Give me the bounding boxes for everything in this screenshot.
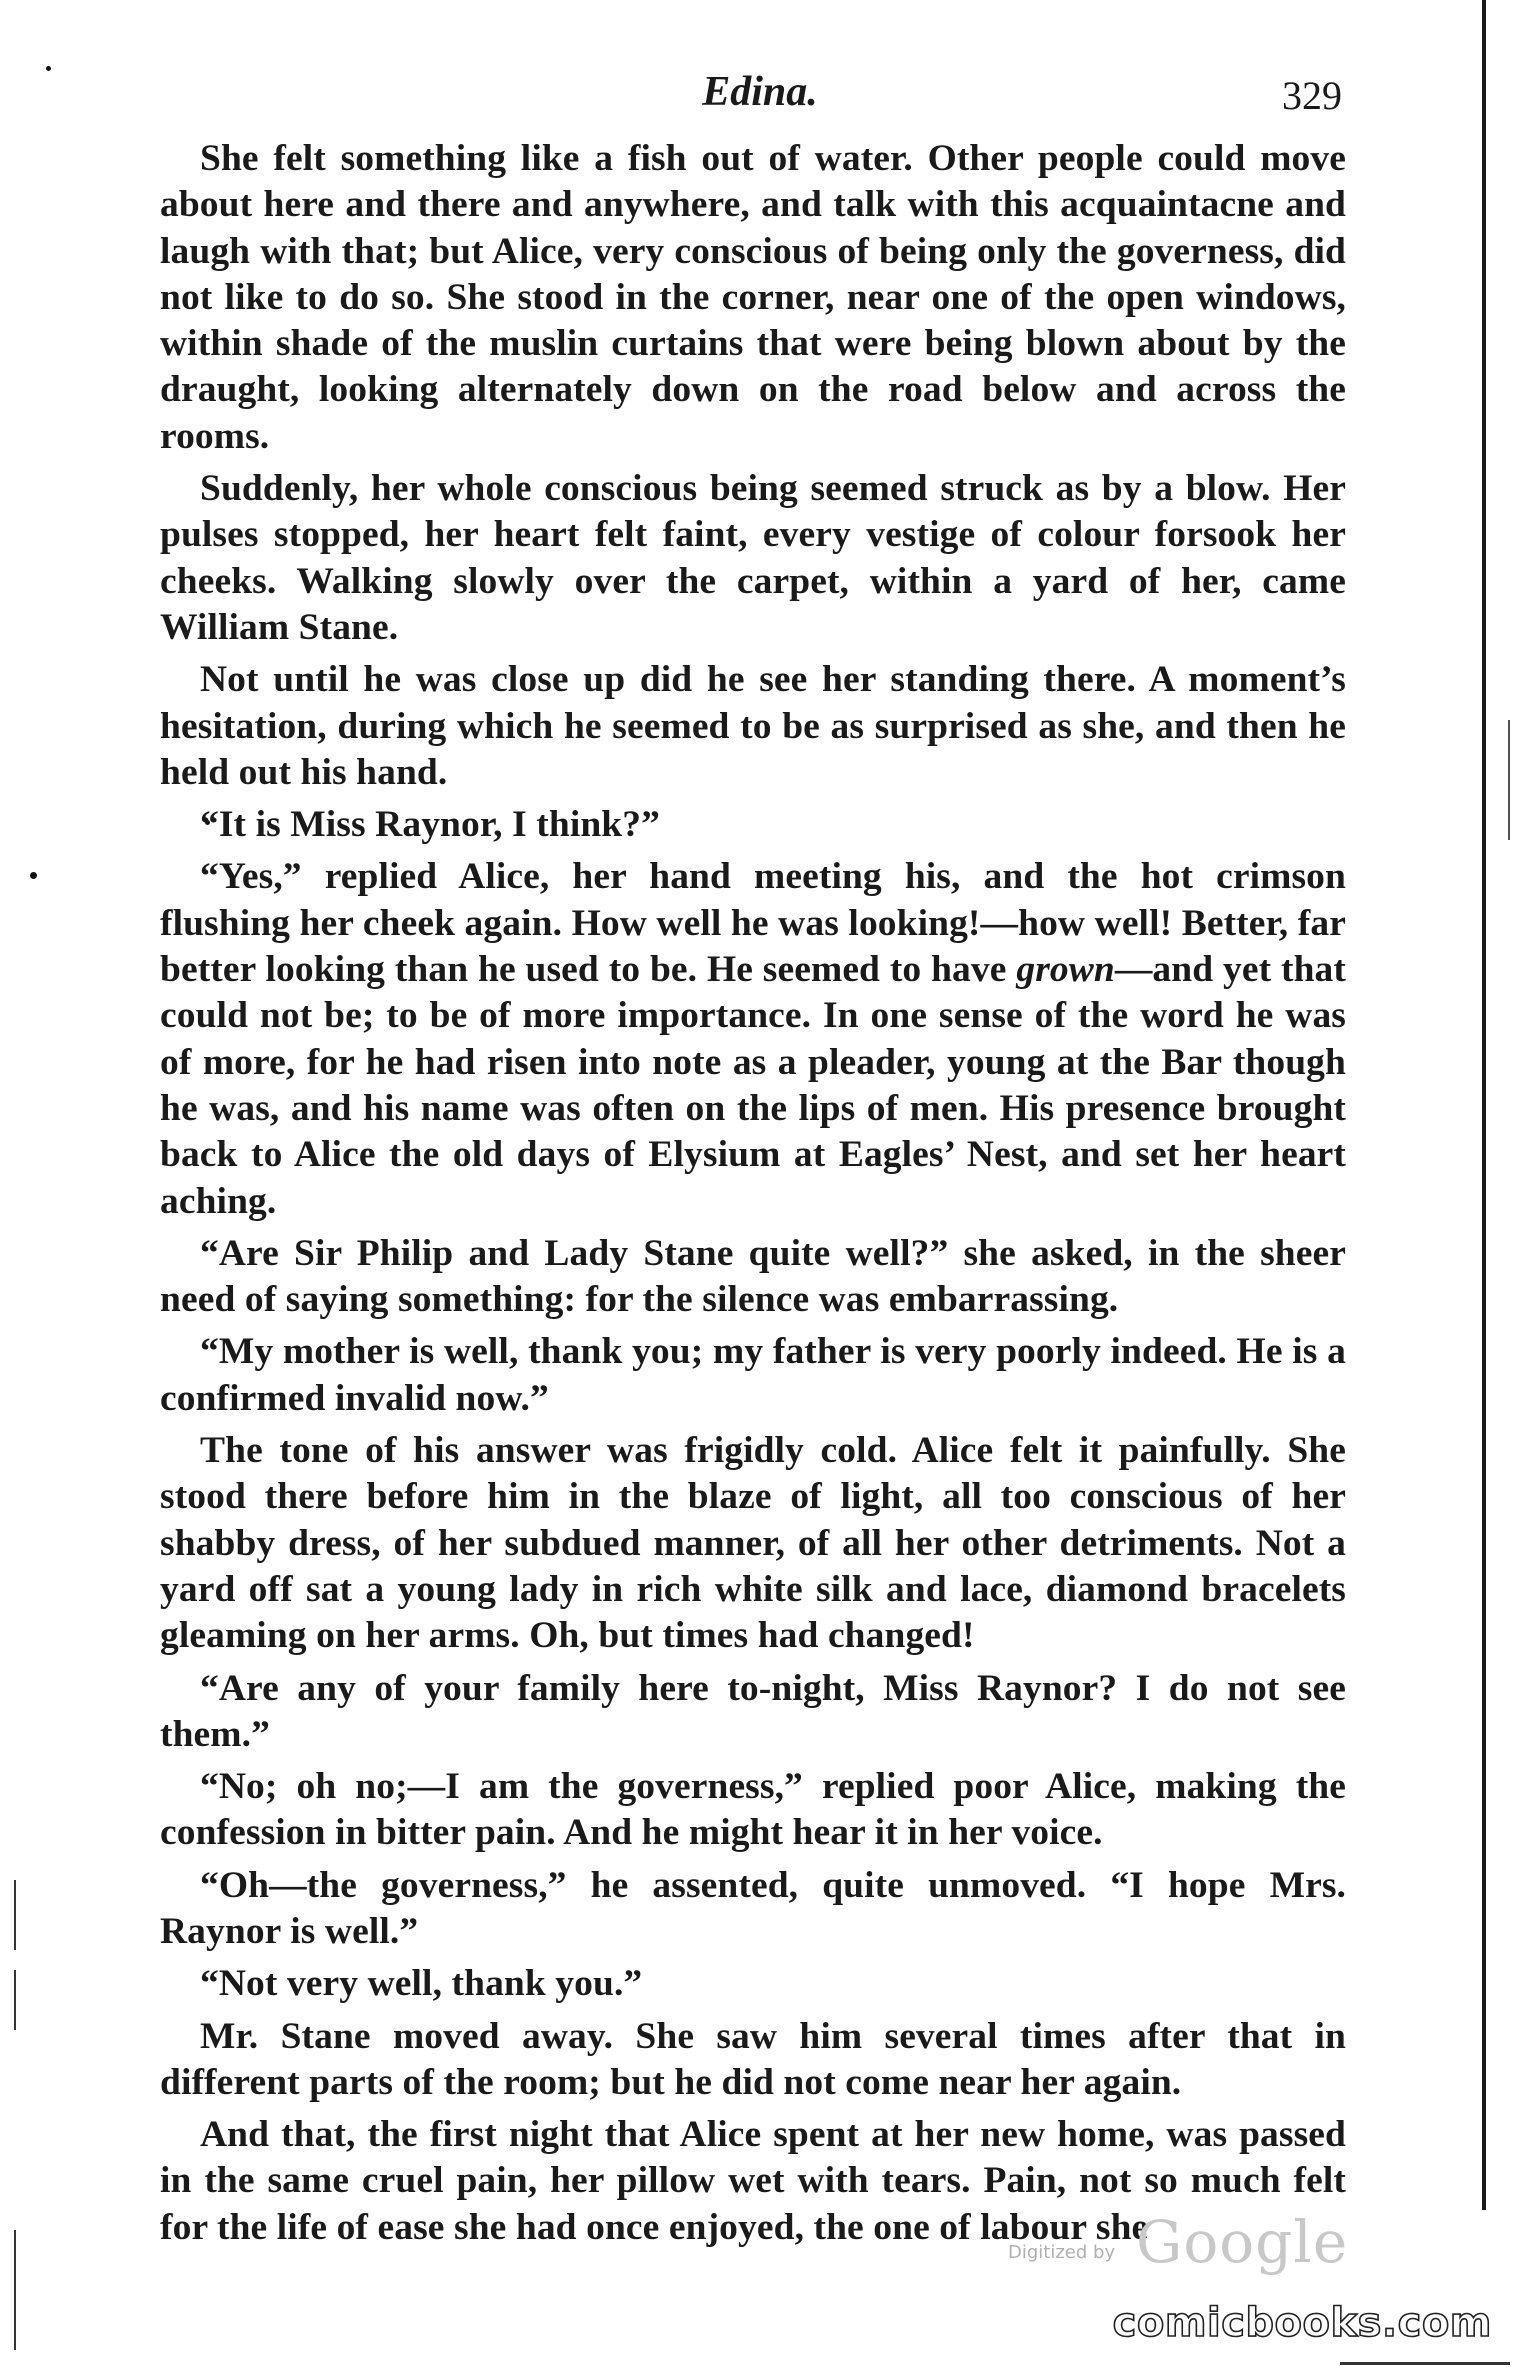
paragraph: “Are any of your family here to-night, Miss Raynor? I do not see them.” [160,1667,1346,1755]
site-watermark: comicbooks.com [1112,2300,1492,2346]
paragraph-text: “Yes,” replied Alice, her hand meeting his, and the hot crimson flushing her cheek again. How well he was looking!—how well! Better, far better looking than he used to be. He seemed to have [160,856,1346,991]
page-header [160,64,1360,124]
left-margin-mark [14,1880,16,1950]
paragraph: “Not very well, thank you.” [200,1963,643,2005]
left-margin-mark [14,2230,16,2350]
digitized-by-label: Digitized by [1008,2242,1116,2263]
google-watermark [1008,2208,1368,2276]
page-edge-mark [1508,720,1510,840]
paragraph [160,854,1346,1224]
paragraph: And that, the first night that Alice spent at her new home, was passed in the same cruel pain, her pillow wet with tears. Pain, not so much felt for the life of ease she had once enjoyed, the one of labour she [160,2114,1346,2248]
paragraph: “It is Miss Raynor, I think?” [200,804,660,846]
page-number: 329 [1282,73,1342,118]
google-logo: Google [1136,2208,1349,2276]
emphasis-grown: grown [1016,949,1115,991]
paragraph: Suddenly, her whole conscious being seemed struck as by a blow. Her pulses stopped, her heart felt faint, every vestige of colour forsook her cheeks. Walking slowly over the carpet, within a yard of her, came William Stane. [160,468,1346,648]
speck [46,66,51,71]
paragraph: “No; oh no;—I am the governess,” replied poor Alice, making the confession in bitter pain. And he might hear it in her voice. [160,1766,1346,1854]
paragraph: She felt something like a fish out of water. Other people could move about here and there and anywhere, and talk with this acquaintacne and laugh with that; but Alice, very conscious of being only the governess, did not like to do so. She stood in the corner, near one of the open windows, within shade of the muslin curtains that were being blown about by the draught, looking alternately down on the road below and across the rooms. [160,138,1346,457]
bottom-rule [1340,2362,1510,2365]
paragraph: “Are Sir Philip and Lady Stane quite well?” she asked, in the sheer need of saying something: for the silence was embarrassing. [160,1232,1346,1321]
left-margin-mark [14,1970,16,2030]
running-title: Edina. [702,69,818,115]
paragraph-text: —and yet that could not be; to be of more importance. In one sense of the word he was of more, for he had risen into note as a pleader, young at the Bar though he was, and his name was often on the lips of men. His presence brought back to Alice the old days of Elysium at Eagles’ Nest, and set her heart aching. [160,949,1346,1222]
paragraph: “My mother is well, thank you; my father is very poorly indeed. He is a confirmed invalid now.” [160,1331,1346,1419]
paragraph: The tone of his answer was frigidly cold. Alice felt it painfully. She stood there before him in the blaze of light, all too conscious of her shabby dress, of her subdued manner, of all her other detriments. Not a yard off sat a young lady in rich white silk and lace, diamond bracelets gleaming on her arms. Oh, but times had changed! [160,1430,1346,1657]
paragraph: Not until he was close up did he see her standing there. A moment’s hesitation, during which he seemed to be as surprised as she, and then he held out his hand. [160,659,1346,793]
page-edge-line [1482,0,1486,2210]
paragraph: “Oh—the governess,” he assented, quite unmoved. “I hope Mrs. Raynor is well.” [160,1864,1346,1952]
body-text [160,136,1346,2251]
paragraph: Mr. Stane moved away. She saw him several times after that in different parts of the room; but he did not come near her again. [160,2015,1346,2103]
speck [30,872,37,879]
